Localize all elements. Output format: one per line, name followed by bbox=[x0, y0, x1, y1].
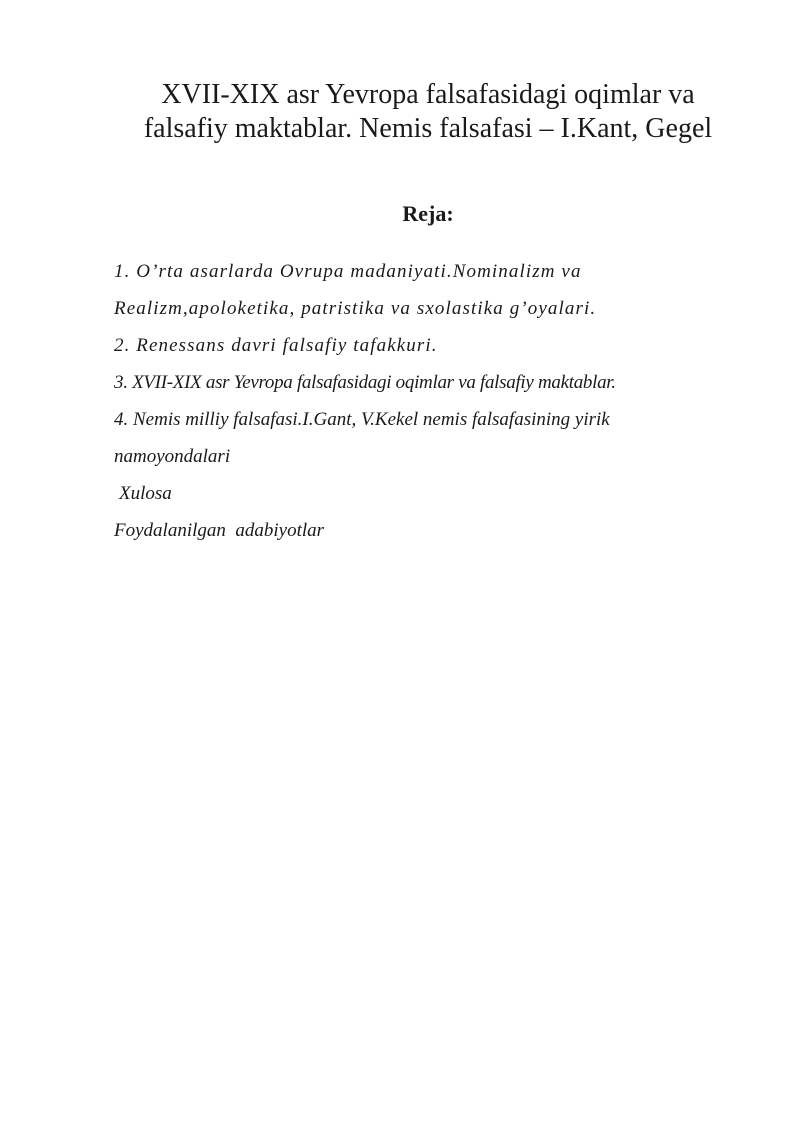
plan-heading: Reja: bbox=[402, 201, 454, 226]
plan-item-1-line-1: 1. O’rta asarlarda Ovrupa madaniyati.Nominalizm va bbox=[114, 261, 582, 282]
plan-item-2: 2. Renessans davri falsafiy tafakkuri. bbox=[114, 335, 438, 356]
title-line-2: falsafiy maktablar. Nemis falsafasi – I.Kant, Gegel bbox=[143, 113, 713, 144]
plan-item-conclusion: Xulosa bbox=[119, 483, 172, 504]
plan-item-references: Foydalanilgan adabiyotlar bbox=[114, 520, 325, 541]
plan-item-4-line-2: namoyondalari bbox=[114, 446, 231, 467]
plan-list bbox=[114, 253, 774, 549]
document-title bbox=[60, 78, 796, 146]
plan-item-4-line-1: 4. Nemis milliy falsafasi.I.Gant, V.Kekel nemis falsafasining yirik bbox=[114, 409, 610, 430]
plan-item-1-line-2: Realizm,apoloketika, patristika va sxolastika g’oyalari. bbox=[114, 298, 597, 319]
plan-item-3: 3. XVII-XIX asr Yevropa falsafasidagi oqimlar va falsafiy maktablar. bbox=[114, 372, 616, 393]
title-line-1: XVII-XIX asr Yevropa falsafasidagi oqimlar va bbox=[161, 79, 695, 110]
